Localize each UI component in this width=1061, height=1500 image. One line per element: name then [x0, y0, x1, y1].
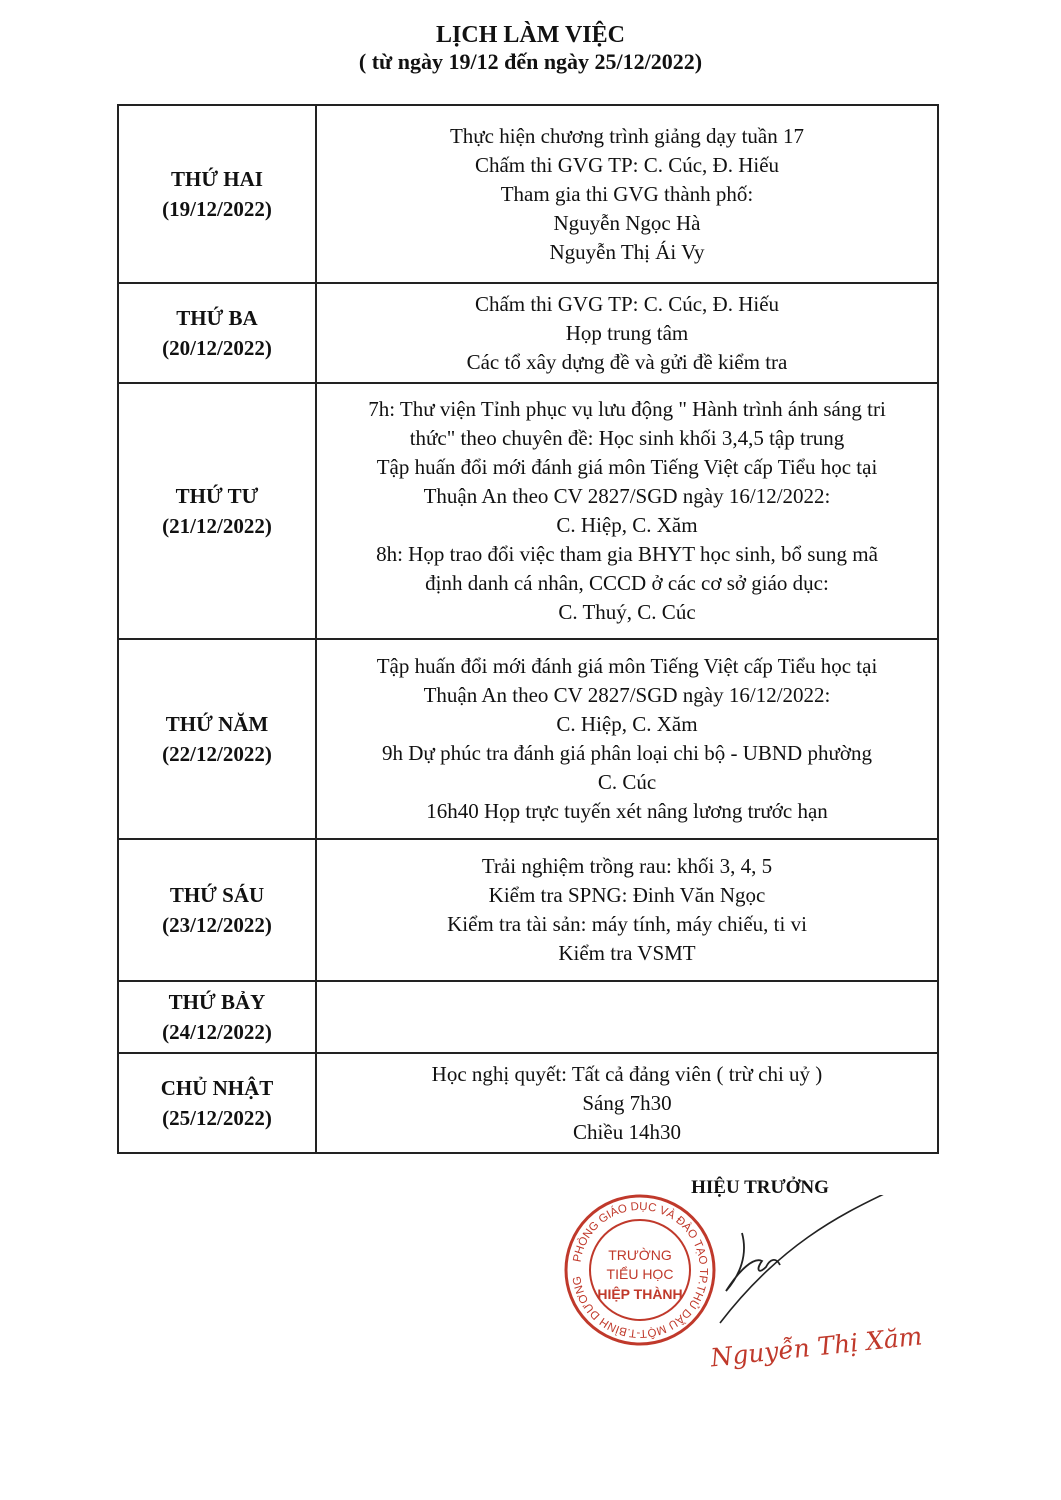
- day-date: (23/12/2022): [162, 913, 272, 937]
- activity-line: 9h Dự phúc tra đánh giá phân loại chi bộ - UBND phường: [382, 741, 872, 765]
- day-date: (19/12/2022): [162, 197, 272, 221]
- activity-cell: [316, 1053, 938, 1153]
- schedule-row: [118, 839, 938, 981]
- schedule-row: [118, 1053, 938, 1153]
- day-cell: [118, 283, 316, 383]
- activity-line: Tập huấn đổi mới đánh giá môn Tiếng Việt cấp Tiểu học tại: [376, 455, 878, 479]
- day-name: THỨ NĂM: [165, 712, 269, 736]
- school-stamp: [560, 1190, 720, 1350]
- page-title: LỊCH LÀM VIỆC: [436, 22, 625, 48]
- schedule-row: [118, 283, 938, 383]
- day-date: (24/12/2022): [162, 1020, 272, 1044]
- activity-line: Thực hiện chương trình giảng dạy tuần 17: [449, 123, 805, 148]
- activity-cell: [316, 639, 938, 839]
- activity-line: 16h40 Họp trực tuyến xét nâng lương trước hạn: [426, 799, 828, 823]
- activity-line: Chấm thi GVG TP: C. Cúc, Đ. Hiếu: [474, 152, 780, 177]
- activity-cell: [316, 283, 938, 383]
- page-subtitle: ( từ ngày 19/12 đến ngày 25/12/2022): [358, 49, 703, 74]
- schedule-row: [118, 639, 938, 839]
- activity-line: thức" theo chuyên đề: Học sinh khối 3,4,5 tập trung: [409, 426, 845, 450]
- activity-line: C. Hiệp, C. Xăm: [556, 712, 698, 736]
- day-name: THỨ SÁU: [169, 883, 265, 907]
- stamp-ring-text: PHÒNG GIÁO DỤC VÀ ĐÀO TẠO TP.THỦ DẦU MỘT-T.BÌNH DƯƠNG: [571, 1200, 710, 1340]
- activity-line: 8h: Họp trao đổi việc tham gia BHYT học sinh, bổ sung mã: [376, 542, 878, 566]
- activity-line: Tham gia thi GVG thành phố:: [500, 181, 754, 206]
- schedule-row: [118, 105, 938, 283]
- day-name: CHỦ NHẬT: [160, 1076, 274, 1100]
- activity-line: Tập huấn đổi mới đánh giá môn Tiếng Việt cấp Tiểu học tại: [376, 654, 878, 678]
- activity-line: C. Cúc: [597, 770, 657, 794]
- schedule-row: [118, 981, 938, 1053]
- day-name: THỨ BẢY: [168, 990, 266, 1014]
- activity-cell: [316, 383, 938, 639]
- activity-line: Các tổ xây dựng đề và gửi đề kiểm tra: [466, 349, 788, 374]
- day-name: THỨ TƯ: [175, 484, 259, 508]
- activity-line: Họp trung tâm: [565, 320, 689, 345]
- day-cell: [118, 383, 316, 639]
- activity-cell: [316, 981, 938, 1053]
- stamp-line-3: HIỆP THÀNH: [597, 1286, 683, 1302]
- activity-line: 7h: Thư viện Tỉnh phục vụ lưu động " Hành trình ánh sáng tri: [368, 397, 886, 421]
- day-cell: [118, 981, 316, 1053]
- signature-stroke: [726, 1233, 780, 1291]
- activity-line: định danh cá nhân, CCCD ở các cơ sở giáo dục:: [425, 571, 829, 595]
- activity-line: Nguyễn Ngọc Hà: [553, 210, 701, 235]
- stamp-line-2: TIỂU HỌC: [606, 1266, 674, 1282]
- activity-line: Kiểm tra SPNG: Đinh Văn Ngọc: [488, 883, 766, 907]
- activity-line: Học nghị quyết: Tất cả đảng viên ( trừ chi uỷ ): [431, 1061, 823, 1086]
- activity-line: Chấm thi GVG TP: C. Cúc, Đ. Hiếu: [474, 291, 780, 316]
- signer-name: Nguyễn Thị Xăm: [709, 1321, 924, 1373]
- activity-line: Thuận An theo CV 2827/SGD ngày 16/12/2022:: [423, 683, 831, 707]
- day-date: (25/12/2022): [162, 1106, 272, 1130]
- day-date: (21/12/2022): [162, 514, 272, 538]
- activity-cell: [316, 839, 938, 981]
- activity-line: Trải nghiệm trồng rau: khối 3, 4, 5: [481, 854, 773, 878]
- signature-stroke: [720, 1195, 886, 1323]
- day-cell: [118, 105, 316, 283]
- day-name: THỨ HAI: [171, 167, 263, 191]
- stamp-line-1: TRƯỜNG: [608, 1247, 672, 1263]
- day-date: (22/12/2022): [162, 742, 272, 766]
- activity-line: C. Hiệp, C. Xăm: [556, 513, 698, 537]
- schedule-row: [118, 383, 938, 639]
- activity-cell: [316, 105, 938, 283]
- day-cell: [118, 639, 316, 839]
- activity-line: C. Thuý, C. Cúc: [558, 600, 696, 624]
- activity-line: Chiều 14h30: [573, 1119, 681, 1144]
- activity-line: Kiểm tra VSMT: [558, 941, 696, 965]
- activity-line: Nguyễn Thị Ái Vy: [549, 239, 705, 264]
- schedule-table: [117, 104, 939, 1154]
- day-date: (20/12/2022): [162, 336, 272, 360]
- day-cell: [118, 1053, 316, 1153]
- activity-line: Sáng 7h30: [582, 1090, 672, 1115]
- activity-line: Kiểm tra tài sản: máy tính, máy chiếu, ti vi: [447, 912, 807, 936]
- day-name: THỨ BA: [176, 306, 258, 330]
- signer-role: HIỆU TRƯỞNG: [691, 1177, 829, 1198]
- activity-line: Thuận An theo CV 2827/SGD ngày 16/12/2022:: [423, 484, 831, 508]
- day-cell: [118, 839, 316, 981]
